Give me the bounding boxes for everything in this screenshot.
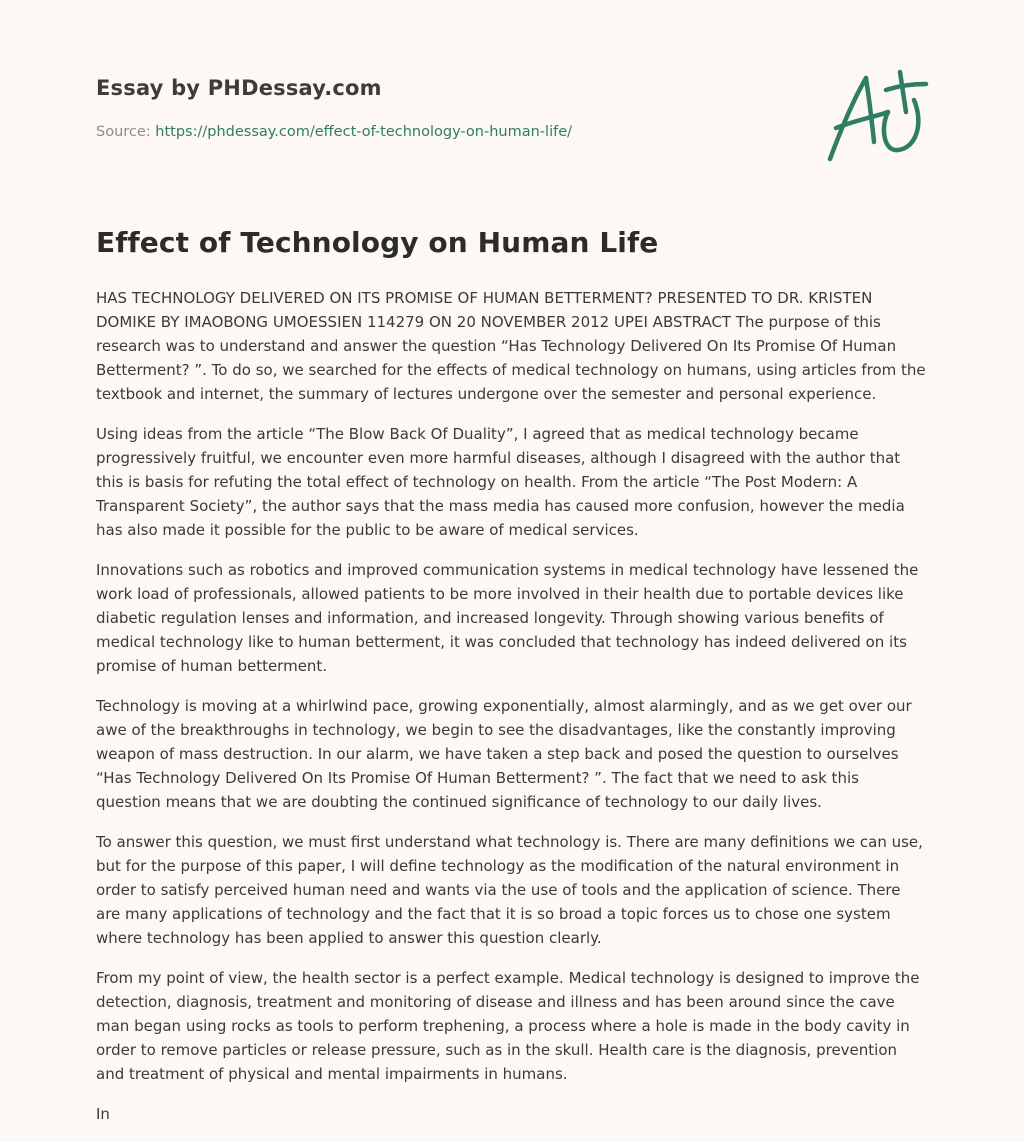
source-link[interactable]: https://phdessay.com/effect-of-technology-on-human-life/ [155, 124, 573, 140]
essay-paragraph: Using ideas from the article “The Blow Back Of Duality”, I agreed that as medical technology became progressively fruitful, we encounter even more harmful diseases, although I disagreed with the author that this is basis for refuting the total effect of technology on health. From the article “The Post Modern: A Transparent Society”, the author says that the mass media has caused more confusion, however the media has also made it possible for the public to be aware of medical services. [96, 425, 905, 539]
a-plus-logo-icon [822, 66, 932, 166]
site-brand: Essay by PHDessay.com [96, 76, 382, 100]
essay-paragraph-fragment: In [96, 1105, 110, 1123]
essay-title: Effect of Technology on Human Life [96, 226, 659, 259]
essay-body [96, 286, 928, 1142]
source-label: Source: [96, 124, 156, 140]
source-line [96, 124, 572, 140]
essay-paragraph: To answer this question, we must first understand what technology is. There are many definitions we can use, but for the purpose of this paper, I will define technology as the modification of the natural environment in order to satisfy perceived human need and wants via the use of tools and the application of science. There are many applications of technology and the fact that it is so broad a topic forces us to chose one system where technology has been applied to answer this question clearly. [96, 833, 923, 947]
essay-paragraph: Innovations such as robotics and improved communication systems in medical technology have lessened the work load of professionals, allowed patients to be more involved in their health due to portable devices like diabetic regulation lenses and information, and increased longevity. Through showing various benefits of medical technology like to human betterment, it was concluded that technology has indeed delivered on its promise of human betterment. [96, 561, 919, 675]
essay-paragraph: Technology is moving at a whirlwind pace, growing exponentially, almost alarmingly, and as we get over our awe of the breakthroughs in technology, we begin to see the disadvantages, like the constantly improving weapon of mass destruction. In our alarm, we have taken a step back and posed the question to ourselves “Has Technology Delivered On Its Promise Of Human Betterment? ”. The fact that we need to ask this question means that we are doubting the continued significance of technology to our daily lives. [96, 697, 912, 811]
essay-paragraph: HAS TECHNOLOGY DELIVERED ON ITS PROMISE OF HUMAN BETTERMENT? PRESENTED TO DR. KRISTEN DOMIKE BY IMAOBONG UMOESSIEN 114279 ON 20 NOVEMBER 2012 UPEI ABSTRACT The purpose of this research was to understand and answer the question “Has Technology Delivered On Its Promise Of Human Betterment? ”. To do so, we searched for the effects of medical technology on humans, using articles from the textbook and internet, the summary of lectures undergone over the semester and personal experience. [96, 289, 926, 403]
essay-paragraph: From my point of view, the health sector is a perfect example. Medical technology is designed to improve the detection, diagnosis, treatment and monitoring of disease and illness and has been around since the cave man began using rocks as tools to perform trephening, a process where a hole is made in the body cavity in order to remove particles or release pressure, such as in the skull. Health care is the diagnosis, prevention and treatment of physical and mental impairments in humans. [96, 969, 920, 1083]
